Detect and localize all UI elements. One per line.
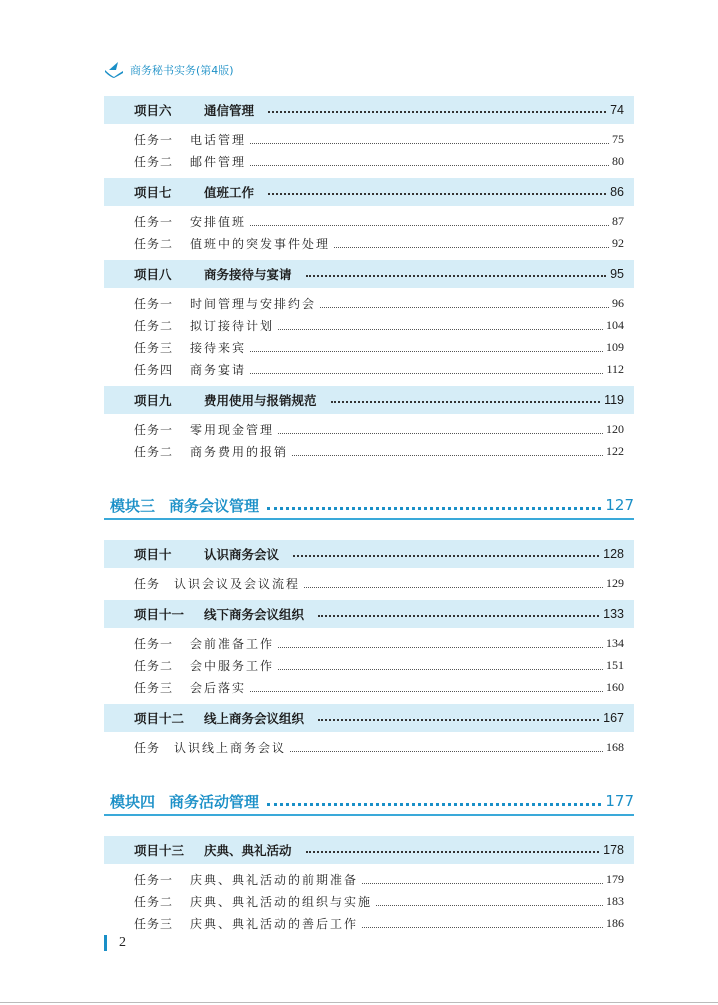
- page-ref: 168: [606, 739, 624, 754]
- toc-task-row: [104, 868, 634, 890]
- task-code: 任务: [134, 740, 161, 755]
- dot-leader: [278, 669, 603, 670]
- task-code: 任务一: [134, 132, 174, 147]
- page-ref: 160: [606, 679, 624, 694]
- task-title: 商务费用的报销: [190, 444, 289, 459]
- book-title: 商务秘书实务(第4版): [130, 64, 234, 77]
- page-ref: 80: [612, 153, 624, 168]
- page-ref: 109: [606, 339, 624, 354]
- toc-project-row: [104, 836, 634, 864]
- toc-task-row: [104, 632, 634, 654]
- task-title: 庆典、典礼活动的善后工作: [190, 916, 359, 931]
- dot-leader: [250, 351, 603, 352]
- project-code: 项目十三: [134, 843, 185, 858]
- task-title: 会后落实: [190, 680, 247, 695]
- page-ref: 120: [606, 421, 624, 436]
- task-title: 会前准备工作: [190, 636, 275, 651]
- page-ref: 179: [606, 871, 624, 886]
- page-ref: 92: [612, 235, 624, 250]
- project-code: 项目八: [134, 267, 172, 282]
- dot-leader: [306, 851, 600, 853]
- project-title: 线上商务会议组织: [204, 711, 305, 726]
- dot-leader: [318, 719, 599, 721]
- toc-task-row: [104, 440, 634, 462]
- toc-task-row: [104, 150, 634, 172]
- toc-task-row: [104, 890, 634, 912]
- toc-project-row: [104, 260, 634, 288]
- page-ref: 86: [610, 185, 624, 199]
- toc-module-row: [104, 492, 634, 520]
- page-ref: 74: [610, 103, 624, 117]
- module-title: 商务会议管理: [169, 496, 260, 515]
- toc-module-row: [104, 788, 634, 816]
- running-header: [104, 60, 234, 80]
- toc-project-row: [104, 96, 634, 124]
- page-ref: 167: [603, 711, 624, 725]
- book-logo-icon: [104, 61, 124, 79]
- project-title: 庆典、典礼活动: [204, 843, 292, 858]
- dot-leader: [268, 111, 606, 113]
- dot-leader: [304, 587, 603, 588]
- toc-project-row: [104, 540, 634, 568]
- task-code: 任务二: [134, 444, 174, 459]
- task-title: 庆典、典礼活动的前期准备: [190, 872, 359, 887]
- dot-leader: [278, 433, 603, 434]
- dot-leader: [290, 751, 603, 752]
- task-title: 认识会议及会议流程: [174, 576, 301, 591]
- page-ref: 96: [612, 295, 624, 310]
- page-ref: 112: [606, 361, 624, 376]
- dot-leader: [267, 803, 601, 806]
- project-code: 项目十一: [134, 607, 185, 622]
- page-ref: 129: [606, 575, 624, 590]
- task-code: 任务一: [134, 296, 174, 311]
- task-code: 任务二: [134, 236, 174, 251]
- task-code: 任务二: [134, 318, 174, 333]
- project-title: 通信管理: [204, 103, 255, 118]
- task-code: 任务二: [134, 658, 174, 673]
- page-ref: 183: [606, 893, 624, 908]
- dot-leader: [334, 247, 609, 248]
- dot-leader: [250, 373, 603, 374]
- toc-task-row: [104, 736, 634, 758]
- toc-task-row: [104, 572, 634, 594]
- page-ref: 186: [606, 915, 624, 930]
- task-title: 邮件管理: [190, 154, 247, 169]
- dot-leader: [250, 143, 609, 144]
- project-code: 项目九: [134, 393, 172, 408]
- project-code: 项目十二: [134, 711, 185, 726]
- toc-task-row: [104, 232, 634, 254]
- task-title: 庆典、典礼活动的组织与实施: [190, 894, 373, 909]
- page-edge-rule: [0, 1002, 718, 1003]
- page-ref: 75: [612, 131, 624, 146]
- page-ref: 128: [603, 547, 624, 561]
- project-code: 项目十: [134, 547, 172, 562]
- dot-leader: [320, 307, 609, 308]
- toc-project-row: [104, 178, 634, 206]
- task-code: 任务二: [134, 154, 174, 169]
- dot-leader: [293, 555, 599, 557]
- task-title: 会中服务工作: [190, 658, 275, 673]
- toc-task-row: [104, 210, 634, 232]
- task-code: 任务一: [134, 214, 174, 229]
- page-ref: 95: [610, 267, 624, 281]
- page-ref: 177: [605, 792, 634, 810]
- task-title: 接待来宾: [190, 340, 247, 355]
- dot-leader: [268, 193, 606, 195]
- dot-leader: [267, 507, 601, 510]
- toc-project-row: [104, 704, 634, 732]
- task-title: 电话管理: [190, 132, 247, 147]
- task-title: 时间管理与安排约会: [190, 296, 317, 311]
- task-code: 任务: [134, 576, 161, 591]
- table-of-contents: [104, 96, 634, 934]
- task-title: 拟订接待计划: [190, 318, 275, 333]
- page-footer: [104, 934, 126, 952]
- page-ref: 122: [606, 443, 624, 458]
- task-title: 值班中的突发事件处理: [190, 236, 331, 251]
- toc-task-row: [104, 358, 634, 380]
- page-ref: 119: [604, 393, 624, 407]
- project-title: 值班工作: [204, 185, 255, 200]
- task-code: 任务二: [134, 894, 174, 909]
- dot-leader: [362, 883, 603, 884]
- project-title: 线下商务会议组织: [204, 607, 305, 622]
- task-title: 安排值班: [190, 214, 247, 229]
- dot-leader: [362, 927, 603, 928]
- module-title: 商务活动管理: [169, 792, 260, 811]
- dot-leader: [250, 225, 609, 226]
- toc-task-row: [104, 676, 634, 698]
- dot-leader: [278, 329, 603, 330]
- toc-task-row: [104, 418, 634, 440]
- footer-accent-bar: [104, 935, 107, 951]
- toc-task-row: [104, 654, 634, 676]
- toc-task-row: [104, 336, 634, 358]
- page-ref: 134: [606, 635, 624, 650]
- task-code: 任务三: [134, 340, 174, 355]
- task-code: 任务三: [134, 916, 174, 931]
- page-ref: 104: [606, 317, 624, 332]
- project-title: 费用使用与报销规范: [204, 393, 317, 408]
- task-code: 任务一: [134, 872, 174, 887]
- dot-leader: [318, 615, 599, 617]
- page-ref: 133: [603, 607, 624, 621]
- toc-project-row: [104, 386, 634, 414]
- toc-project-row: [104, 600, 634, 628]
- dot-leader: [306, 275, 607, 277]
- task-code: 任务三: [134, 680, 174, 695]
- page-number: 2: [119, 935, 126, 950]
- task-code: 任务一: [134, 422, 174, 437]
- dot-leader: [278, 647, 603, 648]
- task-title: 商务宴请: [190, 362, 247, 377]
- page-ref: 127: [605, 496, 634, 514]
- module-code: 模块三: [110, 496, 156, 515]
- dot-leader: [292, 455, 603, 456]
- toc-task-row: [104, 292, 634, 314]
- task-code: 任务四: [134, 362, 174, 377]
- project-code: 项目六: [134, 103, 172, 118]
- task-title: 零用现金管理: [190, 422, 275, 437]
- project-code: 项目七: [134, 185, 172, 200]
- module-code: 模块四: [110, 792, 156, 811]
- dot-leader: [250, 691, 603, 692]
- project-title: 商务接待与宴请: [204, 267, 292, 282]
- dot-leader: [376, 905, 603, 906]
- dot-leader: [250, 165, 609, 166]
- page-ref: 87: [612, 213, 624, 228]
- toc-task-row: [104, 912, 634, 934]
- page-ref: 178: [603, 843, 624, 857]
- dot-leader: [331, 401, 601, 403]
- task-code: 任务一: [134, 636, 174, 651]
- toc-task-row: [104, 128, 634, 150]
- toc-task-row: [104, 314, 634, 336]
- project-title: 认识商务会议: [204, 547, 280, 562]
- page-ref: 151: [606, 657, 624, 672]
- task-title: 认识线上商务会议: [174, 740, 287, 755]
